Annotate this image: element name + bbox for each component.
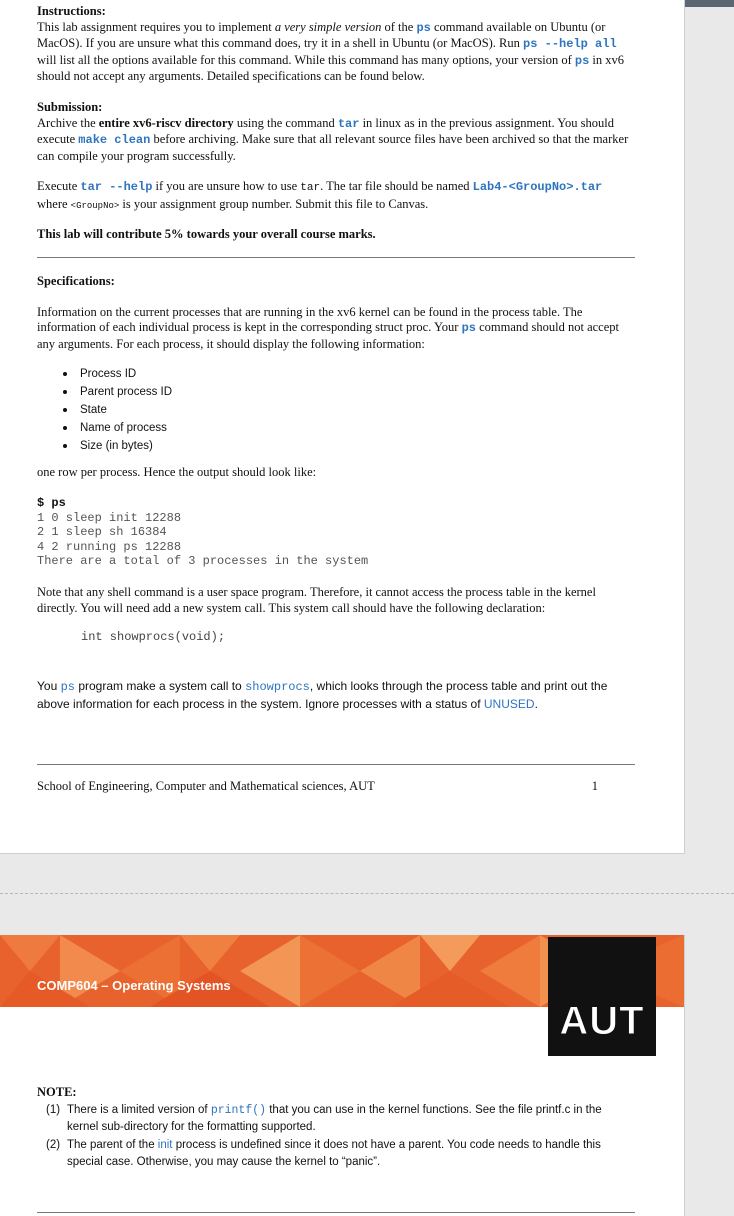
list-item: Parent process ID bbox=[37, 383, 635, 401]
list-item: Process ID bbox=[37, 365, 635, 383]
list-item: (1) There is a limited version of printf() that you can use in the kernel functions. See the file printf.c in the kernel sub-directory for the formatting supported. bbox=[46, 1103, 602, 1133]
output-line: 1 0 sleep init 12288 bbox=[37, 510, 182, 525]
submission-heading: Submission: bbox=[37, 100, 103, 114]
note-paragraph: Note that any shell command is a user space program. Therefore, it cannot access the process table in the kernel directly. You will need add a new system call. This system call should have the following declaration: bbox=[37, 585, 596, 615]
syscall-declaration: int showprocs(void); bbox=[81, 630, 226, 644]
aut-logo bbox=[548, 937, 656, 1056]
specifications-paragraph: Information on the current processes that are running in the xv6 kernel can be found in the process table. The information of each individual process is kept in the corresponding struct proc. Your ps command should not accept any arguments. For each process, it should display the following information: bbox=[37, 304, 620, 351]
submission-section bbox=[37, 100, 635, 164]
submission-paragraph: Archive the entire xv6-riscv directory using the command tar in linux as in the previous assignment. You should execute make clean before archiving. Make sure that all relevant source files have been archived so that the marker can compile your program successfully. bbox=[37, 115, 629, 163]
page-footer bbox=[37, 779, 635, 795]
declaration-section bbox=[81, 630, 581, 646]
instructions-heading: Instructions: bbox=[37, 4, 106, 18]
footer-divider bbox=[37, 1212, 635, 1213]
footer-divider bbox=[37, 764, 635, 765]
sample-output-block bbox=[37, 496, 635, 569]
syscall-section bbox=[37, 678, 635, 713]
contribution-section bbox=[37, 227, 635, 243]
specifications-section bbox=[37, 274, 635, 352]
list-item: (2) The parent of the init process is undefined since it does not have a parent. You code needs to handle this special case. Otherwise, you may cause the kernel to “panic”. bbox=[46, 1138, 601, 1168]
logo-text: AUT bbox=[559, 999, 645, 1043]
syscall-paragraph: You ps program make a system call to showprocs, which looks through the process table and print out the above information for each process in the system. Ignore processes with a status of UNUSED. bbox=[37, 679, 608, 711]
info-bullet-list bbox=[37, 365, 635, 455]
execute-section bbox=[37, 179, 635, 214]
output-line: $ ps bbox=[37, 496, 66, 510]
course-title: COMP604 – Operating Systems bbox=[37, 978, 231, 993]
footer-text: School of Engineering, Computer and Mathematical sciences, AUT bbox=[37, 779, 375, 793]
execute-paragraph: Execute tar --help if you are unsure how to use tar. The tar file should be named Lab4-<GroupNo>.tar where <GroupNo> is your assignment group number. Submit this file to Canvas. bbox=[37, 179, 603, 211]
one-row-section bbox=[37, 465, 635, 481]
list-item: Name of process bbox=[37, 419, 635, 437]
output-line: There are a total of 3 processes in the system bbox=[37, 554, 369, 568]
intro-paragraph: This lab assignment requires you to implement a very simple version of the ps command available on Ubuntu (or MacOS). If you are unsure what this command does, try it in a shell in Ubuntu (or MacOS). Run ps --help all will list all the options available for this command. While this command has many options, your version of ps in xv6 should not accept any arguments. Detailed specifications can be found below. bbox=[37, 19, 625, 83]
notes-section bbox=[37, 1085, 635, 1171]
note-section bbox=[37, 585, 635, 616]
info-list-section bbox=[37, 365, 635, 455]
note-heading: NOTE: bbox=[37, 1085, 77, 1099]
section-divider bbox=[37, 257, 635, 258]
contribution-note: This lab will contribute 5% towards your overall course marks. bbox=[37, 227, 376, 241]
page-break bbox=[0, 893, 734, 894]
list-item: Size (in bytes) bbox=[37, 437, 635, 455]
page-number: 1 bbox=[591, 779, 598, 793]
one-row-text: one row per process. Hence the output should look like: bbox=[37, 465, 317, 479]
instructions-section bbox=[37, 4, 635, 85]
output-line: 2 1 sleep sh 16384 bbox=[37, 525, 167, 539]
output-line: 4 2 running ps 12288 bbox=[37, 539, 182, 554]
list-item: State bbox=[37, 401, 635, 419]
specifications-heading: Specifications: bbox=[37, 274, 115, 288]
